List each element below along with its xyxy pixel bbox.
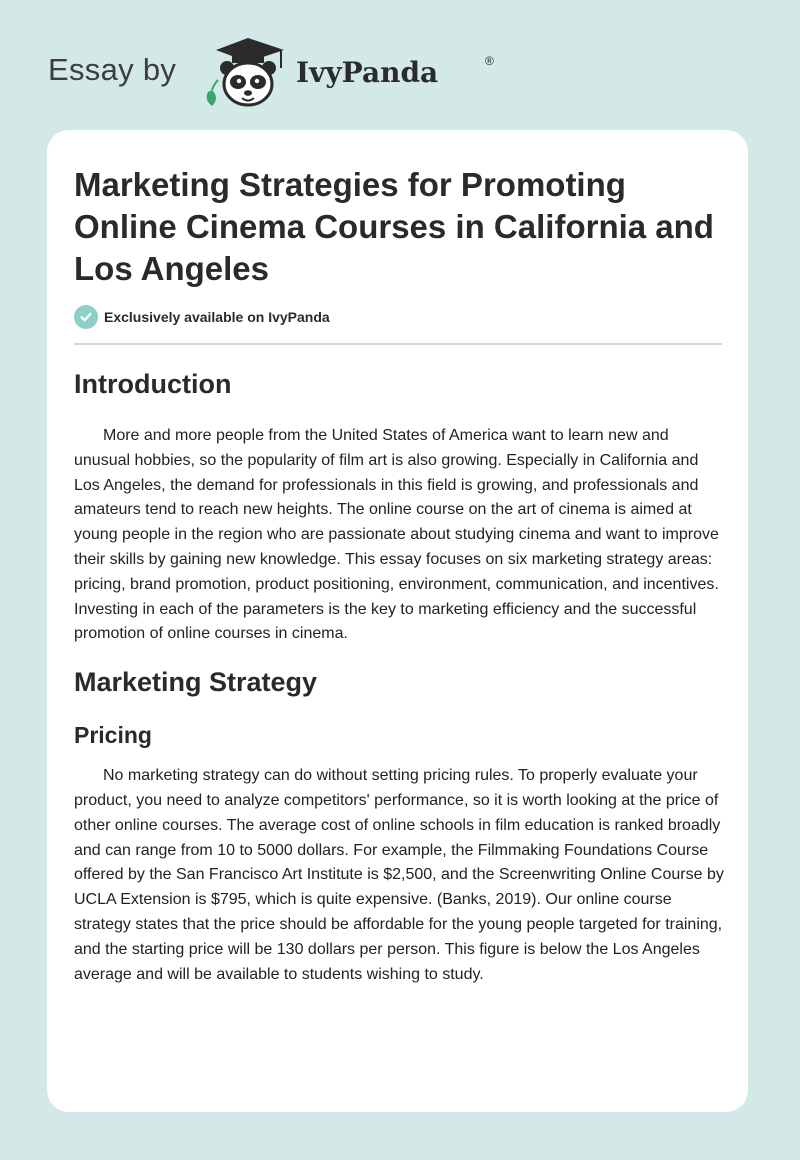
panda-graduation-cap-icon[interactable] (202, 34, 294, 110)
essay-by-label: Essay by (48, 52, 177, 87)
check-circle-icon (74, 305, 98, 329)
section-heading-marketing-strategy: Marketing Strategy (74, 667, 318, 698)
pricing-paragraph: No marketing strategy can do without setting pricing rules. To properly evaluate your product, you need to analyze competitors' performance, so it is worth looking at the price of other online courses. The average cost of online schools in film education is ranked broadly and can range from 10 to 5000 dollars. For example, the Filmmaking Foundations Course offered by the San Francisco Art Institute is $2,500, and the Screenwriting Online Course by UCLA Extension is $795, which is quite expensive. (Banks, 2019). Our online course strategy states that the price should be affordable for the young people targeted for training, and the starting price will be 130 dollars per person. This figure is below the Los Angeles average and will be available to students wishing to study. (74, 767, 724, 983)
title-divider (74, 343, 722, 345)
section-heading-introduction: Introduction (74, 369, 232, 399)
introduction-paragraph: More and more people from the United States of America want to learn new and unusual hobbies, so the popularity of film art is also growing. Especially in California and Los Angeles, the demand for professionals in this field is growing, and professionals and amateurs tend to reach new heights. The online course on the art of cinema is aimed at young people in the region who are passionate about studying cinema and want to improve their skills by gaining new knowledge. This essay focuses on six marketing strategy areas: pricing, brand promotion, product positioning, environment, communication, and incentives. Investing in each of the parameters is the key to marketing efficiency and the successful promotion of online courses in cinema. (74, 427, 719, 643)
exclusive-badge (74, 302, 722, 332)
registered-mark: ® (485, 54, 494, 68)
essay-card (47, 130, 748, 1112)
essay-title: Marketing Strategies for Promoting Online Cinema Courses in California and Los Angeles (74, 166, 714, 287)
brand-name[interactable]: IvyPanda (296, 56, 439, 89)
site-header (48, 34, 508, 114)
subsection-heading-pricing: Pricing (74, 722, 152, 749)
exclusive-badge-label: Exclusively available on IvyPanda (104, 309, 330, 325)
